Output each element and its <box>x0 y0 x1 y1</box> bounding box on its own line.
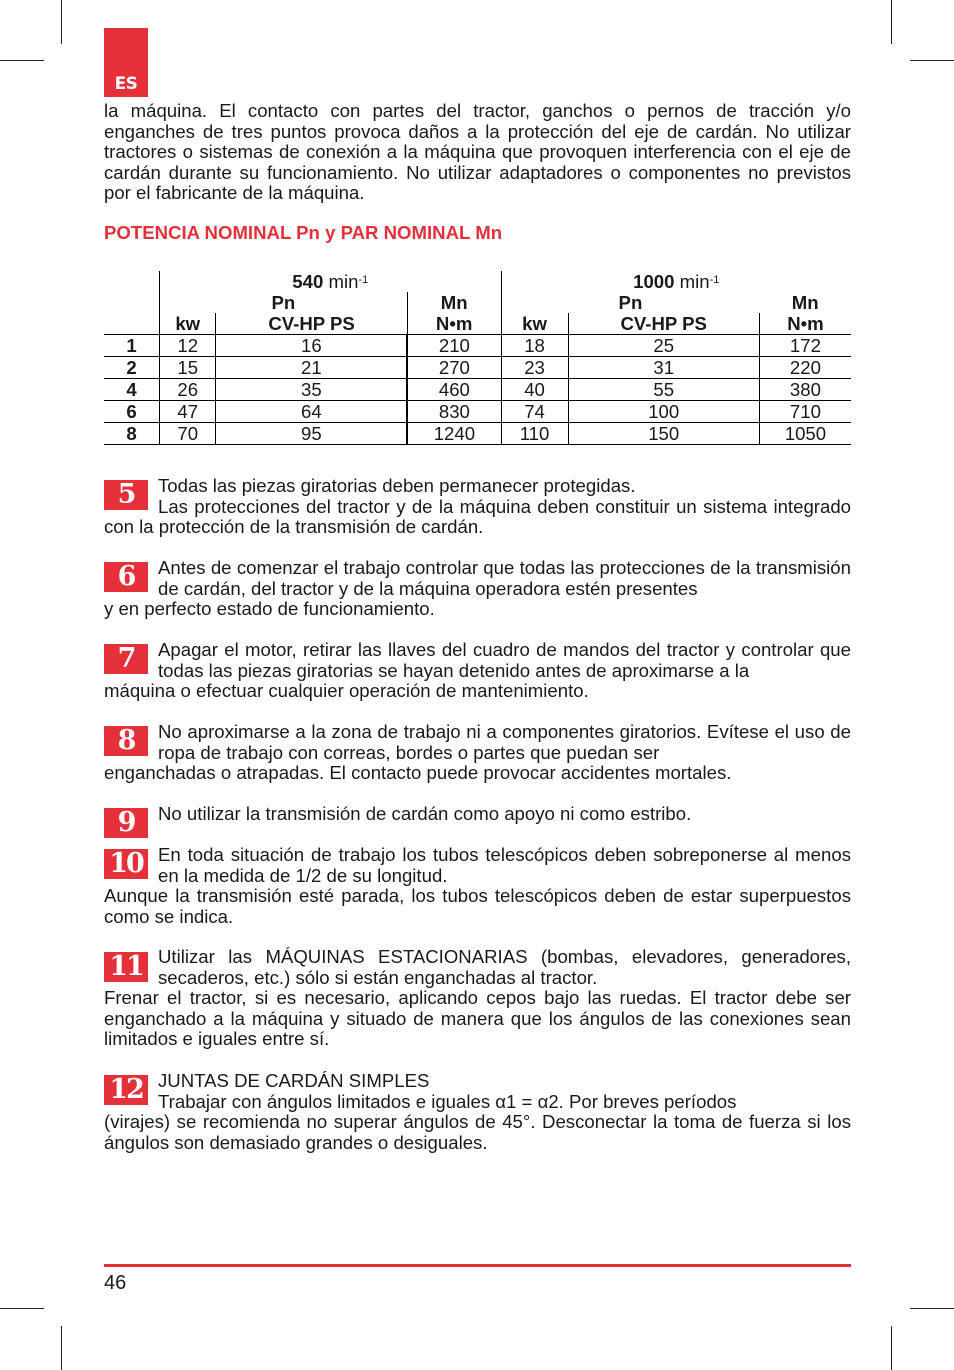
table-row: 2 15 21 270 23 31 220 <box>104 357 851 379</box>
cv-header: CV-HP PS <box>216 313 407 335</box>
mn-header: Mn <box>407 292 501 313</box>
language-tab: ES <box>104 28 148 97</box>
step-number-9: 9 <box>104 808 148 838</box>
speed-unit: min <box>328 270 359 292</box>
crop-mark <box>0 1308 44 1309</box>
step-number-11: 11 <box>104 952 148 982</box>
crop-mark <box>891 0 892 44</box>
step-7-text: Apagar el motor, retirar las llaves del cuadro de mandos del tractor y controlar que todas las piezas giratorias se hayan detenido antes de aproximarse a la máquina o efectuar cualquier operación de mantenimiento. <box>104 639 851 702</box>
step-number-10: 10 <box>104 849 148 879</box>
step-9-text: No utilizar la transmisión de cardán como apoyo ni como estribo. <box>158 803 692 824</box>
speed-1000: 1000 <box>633 270 675 292</box>
cv-header: CV-HP PS <box>568 313 759 335</box>
nm-header: N•m <box>407 313 501 335</box>
table-row: 1 12 16 210 18 25 172 <box>104 335 851 357</box>
crop-mark <box>61 1326 62 1370</box>
speed-unit-sup: -1 <box>358 273 369 286</box>
step-5-text: Todas las piezas giratorias deben permanecer protegidas. Las protecciones del tractor y de la máquina deben constituir un sistema integrado con la protección de la transmisión de cardán. <box>104 475 851 538</box>
step-6-text: Antes de comenzar el trabajo controlar que todas las protecciones de la transmisión de cardán, del tractor y de la máquina operadora estén presentes y en perfecto estado de funcionamiento. <box>104 557 851 620</box>
step-number-5: 5 <box>104 480 148 510</box>
pn-header: Pn <box>501 292 759 313</box>
step-number-8: 8 <box>104 726 148 756</box>
kw-header: kw <box>160 313 216 335</box>
step-8-text: No aproximarse a la zona de trabajo ni a componentes giratorios. Evítese el uso de ropa de trabajo con correas, bordes o partes que puedan ser enganchadas o atrapadas. El contacto puede provocar accidentes mortales. <box>104 721 851 784</box>
step-number-6: 6 <box>104 562 148 592</box>
mn-header: Mn <box>791 291 819 313</box>
crop-mark <box>61 0 62 44</box>
step-11-text: Utilizar las MÁQUINAS ESTACIONARIAS (bombas, elevadores, generadores, secaderos, etc.) sólo si están enganchadas al tractor. Frenar el tractor, si es necesario, aplicando cepos bajo las ruedas. El tractor debe ser enganchado a la máquina y situado de manera que los ángulos de las conexiones sean limitados e iguales entre sí. <box>104 946 851 1050</box>
speed-540: 540 <box>292 270 324 292</box>
pn-header: Pn <box>271 291 296 313</box>
step-10-text: En toda situación de trabajo los tubos telescópicos deben sobreponerse al menos en la medida de 1/2 de su longitud. Aunque la transmisión esté parada, los tubos telescópicos deben de estar superpuestos como se indica. <box>104 844 851 927</box>
crop-mark <box>910 1308 954 1309</box>
step-number-12: 12 <box>104 1075 148 1105</box>
footer-rule <box>104 1264 851 1267</box>
nm-header: N•m <box>759 313 851 335</box>
table-row: 8 70 95 1240 110 150 1050 <box>104 423 851 445</box>
crop-mark <box>910 60 954 61</box>
kw-header: kw <box>501 313 568 335</box>
table-row: 4 26 35 460 40 55 380 <box>104 379 851 401</box>
intro-paragraph: la máquina. El contacto con partes del tractor, ganchos o pernos de tracción y/o enganches de tres puntos provoca daños a la protección del eje de cardán. No utilizar tractores o sistemas de conexión a la máquina que provoquen interferencia con el eje de cardán durante su funcionamiento. No utilizar adaptadores o componentes no previstos por el fabricante de la máquina. <box>104 100 851 204</box>
section-heading: POTENCIA NOMINAL Pn y PAR NOMINAL Mn <box>104 222 503 243</box>
speed-unit: min <box>679 270 710 292</box>
step-number-7: 7 <box>104 644 148 674</box>
crop-mark <box>891 1326 892 1370</box>
speed-unit-sup: -1 <box>709 273 720 286</box>
page-number: 46 <box>104 1272 127 1294</box>
power-torque-table <box>104 271 851 445</box>
crop-mark <box>0 60 44 61</box>
step-12-text: JUNTAS DE CARDÁN SIMPLES Trabajar con ángulos limitados e iguales α1 = α2. Por breves períodos (virajes) se recomienda no superar ángulos de 45°. Desconectar la toma de fuerza si los ángulos son demasiado grandes o desiguales. <box>104 1070 851 1153</box>
table-row: 6 47 64 830 74 100 710 <box>104 401 851 423</box>
